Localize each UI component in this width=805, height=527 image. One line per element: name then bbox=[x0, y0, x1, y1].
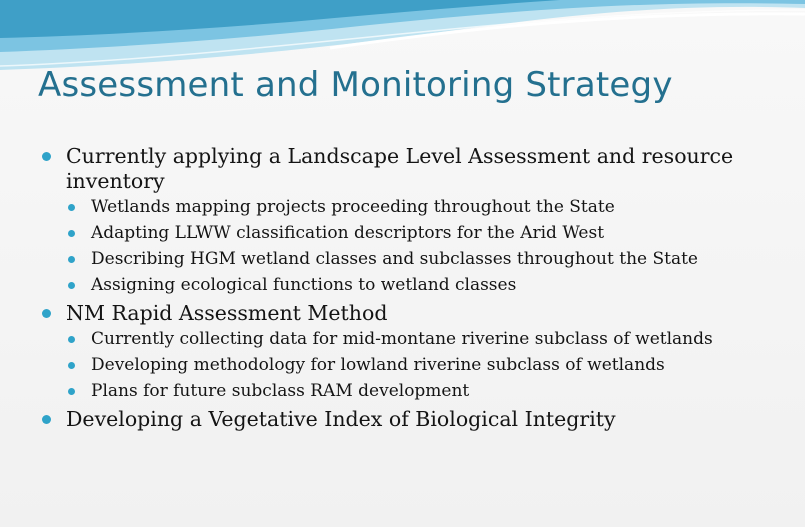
sub-bullet-item bbox=[66, 249, 780, 270]
sub-bullet-dot-icon bbox=[68, 336, 75, 343]
sub-bullet-text: Wetlands mapping projects proceeding throughout the State bbox=[91, 197, 615, 217]
sub-bullet-dot-icon bbox=[68, 388, 75, 395]
sub-bullet-dot-icon bbox=[68, 282, 75, 289]
sub-bullet-dot-icon bbox=[68, 362, 75, 369]
bullet-item bbox=[40, 407, 780, 432]
sub-bullet-item bbox=[66, 381, 780, 402]
sub-bullet-list bbox=[66, 197, 780, 296]
bullet-dot-icon bbox=[42, 415, 51, 424]
bullet-text: Currently applying a Landscape Level Assessment and resource inventory bbox=[66, 144, 734, 193]
sub-bullet-dot-icon bbox=[68, 204, 75, 211]
sub-bullet-item bbox=[66, 197, 780, 218]
bullet-dot-icon bbox=[42, 152, 51, 161]
sub-bullet-text: Plans for future subclass RAM development bbox=[91, 381, 470, 401]
bullet-dot-icon bbox=[42, 309, 51, 318]
slide-title: Assessment and Monitoring Strategy bbox=[38, 65, 673, 105]
sub-bullet-item bbox=[66, 355, 780, 376]
sub-bullet-dot-icon bbox=[68, 256, 75, 263]
sub-bullet-list bbox=[66, 329, 780, 402]
sub-bullet-item bbox=[66, 275, 780, 296]
sub-bullet-item bbox=[66, 223, 780, 244]
bullet-item bbox=[40, 144, 780, 296]
sub-bullet-text: Currently collecting data for mid-montane riverine subclass of wetlands bbox=[91, 329, 713, 349]
bullet-text: NM Rapid Assessment Method bbox=[66, 301, 388, 325]
bullet-item bbox=[40, 301, 780, 402]
sub-bullet-text: Assigning ecological functions to wetland classes bbox=[91, 275, 517, 295]
sub-bullet-text: Describing HGM wetland classes and subclasses throughout the State bbox=[91, 249, 698, 269]
sub-bullet-text: Developing methodology for lowland riverine subclass of wetlands bbox=[91, 355, 665, 375]
sub-bullet-item bbox=[66, 329, 780, 350]
sub-bullet-dot-icon bbox=[68, 230, 75, 237]
bullet-list bbox=[40, 140, 780, 432]
bullet-text: Developing a Vegetative Index of Biological Integrity bbox=[66, 407, 616, 431]
sub-bullet-text: Adapting LLWW classification descriptors for the Arid West bbox=[91, 223, 605, 243]
